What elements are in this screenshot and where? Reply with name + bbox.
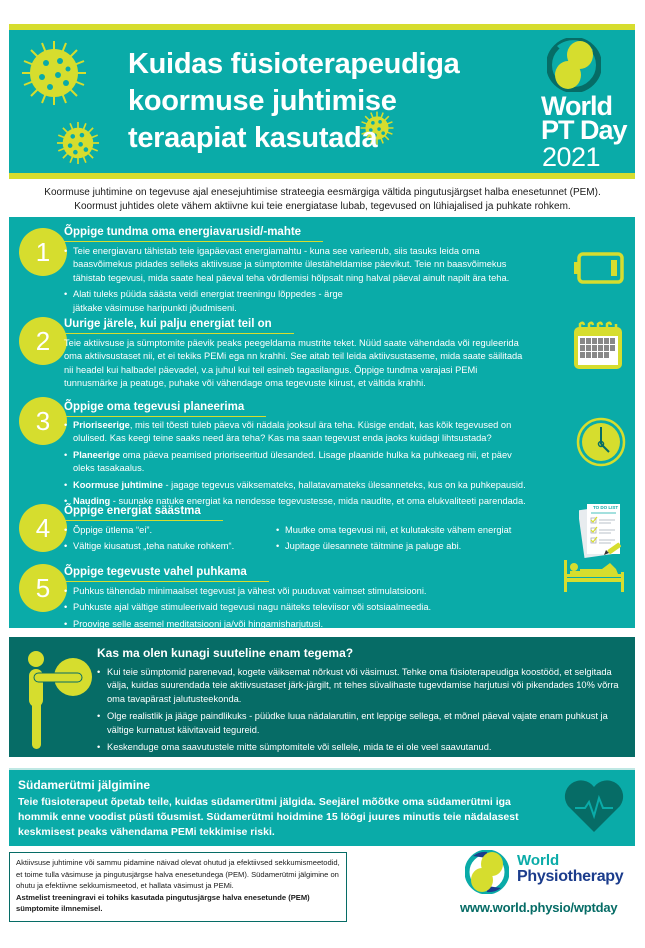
step-body [64, 337, 524, 391]
title-line: teraapiat kasutada [128, 122, 378, 154]
virus-icon [55, 120, 101, 166]
world-physiotherapy-logo-icon [465, 850, 509, 894]
list-item-text: oma päeva peamised prioriseeritud ülesanded. Lisage plaanide hulka ka puhkeaeg nii, et päev oleks tasakaalus. [73, 449, 512, 474]
heart-rate-title: Südamerütmi jälgimine [18, 778, 151, 792]
brand-url[interactable]: www.world.physio/wptday [460, 900, 618, 915]
virus-icon [19, 38, 89, 108]
step-title-text: Õppige oma tegevusi planeerima [64, 401, 245, 413]
list-item [64, 419, 529, 446]
step-body [64, 524, 544, 557]
world-physiotherapy-logo [455, 848, 645, 923]
footer-note-warning: Astmelist treeningravi ei tohiks kasutada pingutusjärgse halva enesetunde (PEM) sümptomite ilmnemisel. [16, 892, 310, 913]
right-column [276, 524, 511, 557]
step-body [64, 585, 544, 634]
step-number-badge: 2 [19, 317, 67, 365]
footer-note-text: Aktiivsuse juhtimine või sammu pidamine näivad olevat ohutud ja efektiivsed sekkumismeetodid, et toime tulla väsimuse ja pingutusjärgse halva enesetundega (PEM). Südamerütmi jälgimine on ohutu ja efektiivne sekkumismeetod, et hallata väsimust ja PEMi. [16, 858, 340, 890]
person-pushing-icon [23, 649, 93, 749]
world-pt-day-logo [533, 36, 633, 176]
list-item-text: , mis teil tõesti tuleb päeva või nädala jooksul ära teha. Küsige endalt, kas kõik tegevused on olulised. Kas keegi teine saaks need ära teha? Kas ma saan tegevust enda jaoks kuidagi lihtsustada? [73, 420, 512, 444]
list-item: • Puhkus tähendab minimaalset tegevust ja vähest või puuduvat vaimset stimulatsiooni. [64, 585, 544, 598]
heart-pulse-icon [563, 778, 625, 834]
intro-line: Koormust juhtides olete vähem aktiivne kui teie energiatase lubab, tegevused on lühiajalised ja puhkate rohkem. [74, 201, 571, 212]
step-body [64, 419, 579, 511]
todo-list-icon [579, 500, 624, 562]
footer-note [9, 852, 347, 922]
page-title [128, 46, 518, 157]
steps-section [9, 217, 635, 628]
title-line: koormuse juhtimise [128, 85, 397, 117]
step-title [64, 566, 269, 582]
calendar-icon [572, 321, 624, 371]
battery-low-icon [574, 252, 624, 284]
list-item-text: - suunake natuke energiat ka nendesse tegevustesse, mida naudite, et oma elukvaliteeti parendada. [110, 496, 526, 507]
list-item: • Olge realistlik ja jääge paindlikuks - püüdke luua nädalarutiin, ent leppige sellega, et mõnel päeval vajate enam puhkust ja vältige kurnatust käivitavaid tegureid. [97, 710, 622, 737]
header-banner [9, 24, 635, 179]
list-item: • Alati tuleks püüda säästa veidi energiat treeningu lõppedes - ärge jätkake väsimuse haripunkti jõudmiseni. [64, 288, 364, 315]
list-item: • Kui teie sümptomid parenevad, kogete väiksemat nõrkust või väsimust. Tehke oma füsioterapeudiga koostööd, et selgitada välja, kuidas suurendada teie aktiivsustaset järk-järgilt, nt tehes süvalihaste tugevdamise harjutusi või pikendades 10% võrra oma tavapärast jalutusteekonda. [97, 666, 622, 706]
bold-term: Nauding [73, 496, 111, 507]
list-item: • Puhkuste ajal vältige stimuleerivaid tegevusi nagu näiteks televiisor või sotsiaalmeedia. [64, 601, 544, 614]
brand-name-line1: World [517, 852, 560, 869]
step-title-text: Õppige tundma oma energiavarusid/-mahte [64, 226, 302, 238]
logo-line-pt-day: PT Day [541, 115, 627, 145]
step-title [64, 505, 223, 521]
list-item [64, 479, 579, 492]
heart-rate-section [9, 768, 635, 846]
intro-text [0, 186, 645, 214]
list-item: • Teie energiavaru tähistab teie igapäevast energiamahtu - kuna see varieerub, siis tasuks leida oma baasvõimekus pidades selleks aktiivsuse ja sümptomite ülestäheldamise päevikut. Teie nn baasvõimekus tähistab tegevusi, mida saate heal päeval teha võrdlemisi hõlpsalt ning halval päeval ainult napilt ära teha. [64, 245, 524, 285]
question-section [9, 637, 635, 757]
logo-line-world: World [541, 91, 612, 121]
list-item: • Keskenduge oma saavutustele mitte sümptomitele või sellele, mida te ei ole veel saavutanud. [97, 741, 622, 754]
list-item-text: - jagage tegevus väiksemateks, hallatavamateks ülesanneteks, kus on ka puhkepausid. [162, 479, 526, 490]
step-number-badge: 3 [19, 397, 67, 445]
todo-label: TO DO LIST [593, 505, 619, 510]
step-title [64, 401, 266, 417]
list-item [64, 449, 529, 476]
step-title-text: Õppige tegevuste vahel puhkama [64, 566, 247, 578]
question-title: Kas ma olen kunagi suuteline enam tegema? [97, 646, 354, 660]
logo-text [541, 91, 627, 145]
bold-term: Planeerige [73, 449, 121, 460]
list-item: • Vältige kiusatust „teha natuke rohkem“. [64, 540, 276, 553]
left-column [64, 524, 276, 557]
intro-line: Koormuse juhtimine on tegevuse ajal enesejuhtimise strateegia eesmärgiga vältida pingutusjärgset halba enesetunnet (PEM). [44, 187, 601, 198]
heart-rate-body: Teie füsioterapeut õpetab teile, kuidas südamerütmi jälgida. Seejärel mõõtke oma südamerütmi iga hommik enne voodist püsti tõusmist. Südamerütmi hoidmine 15 löögi juures minutis teie nädalasest keskmisest peaks vähendama PEMi tekkimise riski. [18, 796, 519, 838]
bold-term: Prioriseerige [73, 420, 130, 430]
list-item: • Õppige ütlema “ei”. [64, 524, 276, 537]
list-item: • Proovige selle asemel meditatsiooni ja/või hingamisharjutusi. [64, 618, 544, 631]
list-item: • Muutke oma tegevusi nii, et kulutaksite vähem energiat [276, 524, 511, 537]
step-title [64, 318, 294, 334]
step-title-text: Uurige järele, kui palju energiat teil on [64, 318, 272, 330]
step-title [64, 226, 323, 242]
brand-name-line2: Physiotherapy [517, 868, 624, 885]
bold-term: Koormuse juhtimine [73, 479, 163, 490]
logo-year: 2021 [542, 142, 601, 172]
list-item: • Jupitage ülesannete täitmine ja paluge abi. [276, 540, 511, 553]
step-title-text: Õppige energiat säästma [64, 505, 201, 517]
step-number-badge: 1 [19, 228, 67, 276]
clock-icon [576, 417, 626, 467]
step-number-badge: 5 [19, 564, 67, 612]
question-body [97, 666, 622, 758]
step-body [64, 245, 524, 318]
person-resting-in-bed-icon [562, 558, 626, 594]
brand-name [517, 853, 623, 885]
step-number-badge: 4 [19, 504, 67, 552]
step-paragraph: Teie aktiivsuse ja sümptomite päevik peaks peegeldama mustrite teket. Nüüd saate vähendada või reguleerida oma aktiivsustaset nii, et ei tekiks PEMi ega nn krahhi. See aitab teil leida aktiivsustaseme, mida saate säilitada nii headel kui halbadel päevadel, v.a juhul kui teil esineb tagasilangus. Õppige tundma varajasi PEMi tunnusmärke ja peatuge, puhake või vähendage oma tegevuste kiirust, et vältida krahhi. [64, 338, 523, 389]
title-line: Kuidas füsioterapeudiga [128, 48, 460, 80]
world-pt-day-logo-icon [547, 38, 601, 92]
